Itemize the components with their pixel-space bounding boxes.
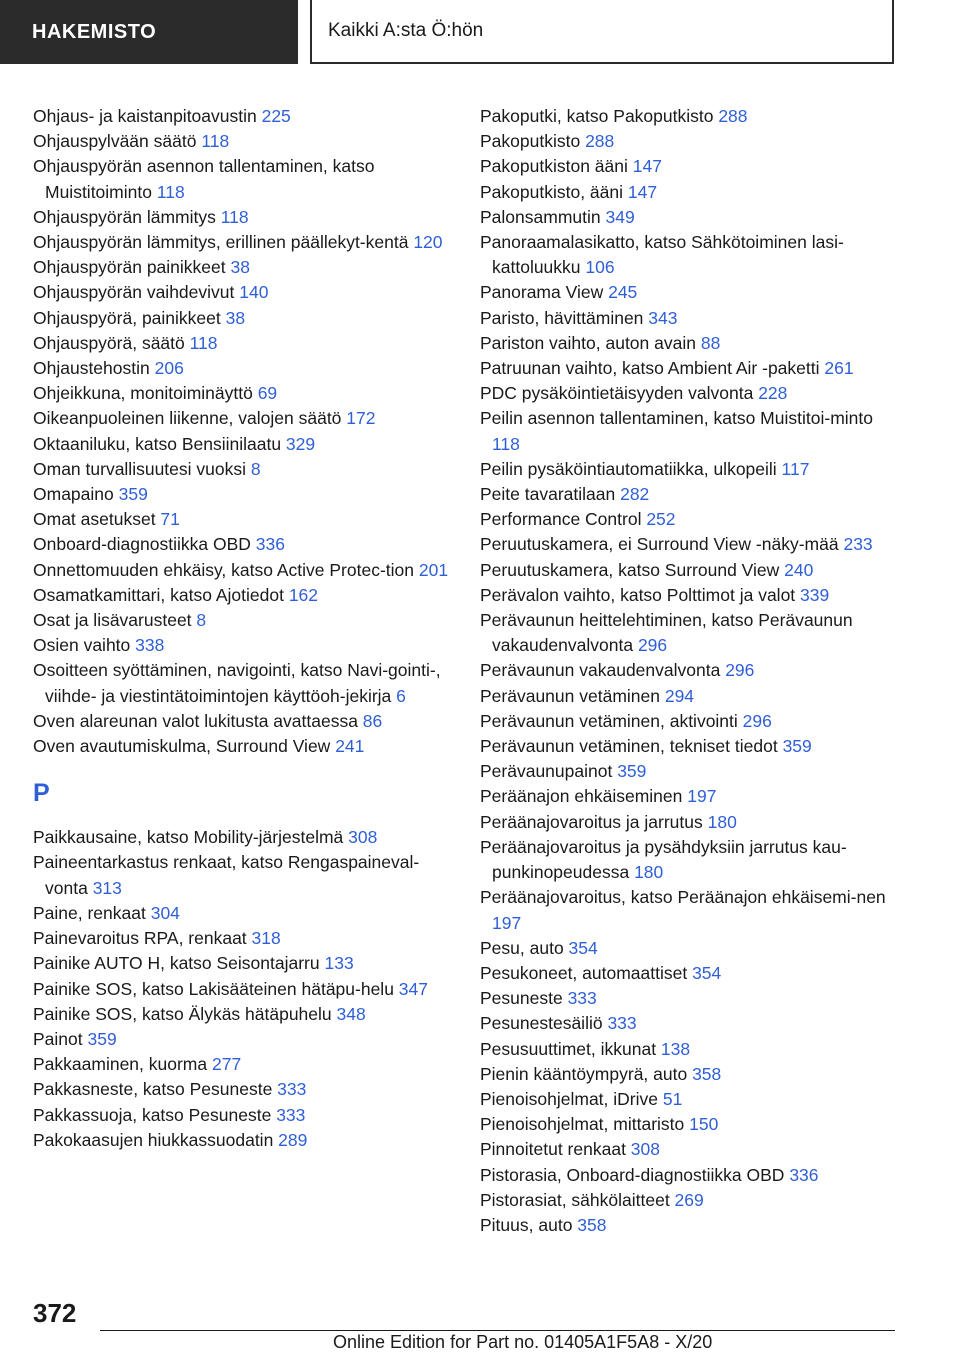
index-column-right (480, 104, 900, 1238)
index-entry-page-link[interactable]: 282 (620, 484, 650, 505)
index-entry-term: Ohjauspyörä, säätö (33, 332, 190, 353)
index-entry-page-link[interactable]: 277 (211, 1054, 242, 1075)
index-entry (33, 709, 453, 734)
index-entry (480, 457, 900, 482)
section-tab-index: HAKEMISTO (0, 0, 298, 64)
index-entry-page-link[interactable]: 288 (718, 106, 748, 126)
index-entry-term: Peruutuskamera, katso Surround View (480, 559, 785, 580)
index-entry-page-link[interactable]: 333 (277, 1079, 307, 1100)
index-entry-page-link[interactable]: 225 (261, 106, 291, 126)
index-entry-term: Palonsammutin (480, 206, 606, 227)
page-header (0, 0, 960, 64)
index-entry-term: Perävaunun heittelehtiminen, katso Perävaunun vakaudenvalvonta (480, 610, 853, 656)
index-entry-term: Performance Control (480, 509, 647, 530)
index-entry-term: Ohjauspyörän painikkeet (33, 257, 231, 278)
index-entry-term: Perävaunun vetäminen, tekniset tiedot (480, 736, 783, 757)
index-entry (480, 1188, 900, 1213)
index-entry (33, 205, 453, 230)
index-entry (480, 507, 900, 532)
index-entry-page-link[interactable]: 308 (348, 827, 378, 848)
index-entry-term: Onnettomuuden ehkäisy, katso Active Protec-tion (33, 559, 419, 580)
index-entry (480, 1163, 900, 1188)
index-entry-term: Perävaunun vetäminen, aktivointi (480, 710, 743, 731)
index-entry-term: Oven avautumiskulma, Surround View (33, 736, 336, 757)
index-entry (480, 532, 900, 557)
index-entry-term: Peilin asennon tallentaminen, katso Muistitoi-minto (480, 408, 873, 429)
index-entry (33, 306, 453, 331)
index-entry (480, 784, 900, 809)
index-entry-term: Ohjauspyörän asennon tallentaminen, katso Muistitoiminto (33, 156, 375, 202)
index-entry (33, 356, 453, 381)
index-entry (33, 532, 453, 557)
index-entry-term: Paikkausaine, katso Mobility-järjestelmä (33, 827, 349, 848)
index-entry (480, 406, 900, 456)
index-entry (33, 1128, 453, 1153)
index-entry-term: Osat ja lisävarusteet (33, 610, 197, 631)
index-entry (33, 901, 453, 926)
index-entry (480, 1037, 900, 1062)
index-entry-page-link[interactable]: 71 (160, 509, 180, 530)
index-entry-page-link[interactable]: 197 (687, 786, 717, 807)
index-entry (480, 1137, 900, 1162)
index-entry-page-link[interactable]: 289 (278, 1129, 308, 1150)
index-entry-term: Paine, renkaat (33, 902, 151, 923)
index-entry-term: Oven alareunan valot lukitusta avattaessa (33, 710, 363, 731)
index-entry (33, 608, 453, 633)
index-entry-page-link[interactable]: 296 (725, 660, 755, 681)
index-entry-term: Perävalon vaihto, katso Polttimot ja valot (480, 584, 801, 605)
index-entry-term: Painevaroitus RPA, renkaat (33, 928, 252, 949)
index-entry-page-link[interactable]: 269 (674, 1189, 704, 1210)
index-entry-term: Pesunestesäiliö (480, 1013, 608, 1034)
index-entry-page-link[interactable]: 38 (225, 307, 246, 328)
index-entry (33, 951, 453, 976)
index-entry-term: Pienin kääntöympyrä, auto (480, 1063, 693, 1084)
footer-divider (100, 1330, 895, 1331)
index-entry (33, 280, 453, 305)
index-entry-term: Pistorasiat, sähkölaitteet (480, 1189, 675, 1210)
index-entry (480, 280, 900, 305)
index-entry (480, 734, 900, 759)
index-entry (33, 154, 453, 204)
index-entry-term: Perävaunupainot (480, 761, 618, 782)
index-entry-page-link[interactable]: 333 (567, 988, 597, 1009)
index-entry-term: Ohjauspyörän lämmitys, erillinen päällekyt-kentä (33, 232, 414, 253)
index-entry-page-link[interactable]: 358 (577, 1214, 607, 1235)
index-entry-term: Pienoisohjelmat, mittaristo (480, 1114, 690, 1135)
index-entry-term: Oktaaniluku, katso Bensiinilaatu (33, 433, 286, 454)
index-entry-term: Pesu, auto (480, 937, 569, 958)
index-entry (33, 926, 453, 951)
index-group-p (33, 825, 453, 1153)
index-entry-term: Pistorasia, Onboard-diagnostiikka OBD (480, 1164, 790, 1185)
index-entry-page-link[interactable]: 206 (154, 358, 184, 379)
index-entry (480, 180, 900, 205)
index-entry-term: Pakkasneste, katso Pesuneste (33, 1079, 278, 1100)
index-entry-page-link[interactable]: 6 (396, 685, 406, 706)
index-entry-term: Pesusuuttimet, ikkunat (480, 1038, 661, 1059)
index-entry-term: Pakokaasujen hiukkassuodatin (33, 1129, 279, 1150)
index-entry (33, 734, 453, 759)
index-entry-page-link[interactable]: 343 (648, 307, 678, 328)
index-entry-term: Paristo, hävittäminen (480, 307, 649, 328)
index-entry (480, 381, 900, 406)
index-entry (33, 331, 453, 356)
index-entry (33, 850, 453, 900)
index-entry-page-link[interactable]: 261 (824, 358, 854, 379)
index-entry-term: Ohjauspyörän vaihdevivut (33, 282, 240, 303)
index-entry-term: Osamatkamittari, katso Ajotiedot (33, 584, 289, 605)
index-entry-page-link[interactable]: 228 (758, 383, 788, 404)
index-entry-term: Pariston vaihto, auton avain (480, 332, 701, 353)
index-entry-page-link[interactable]: 333 (607, 1013, 637, 1034)
index-entry-page-link[interactable]: 339 (800, 584, 830, 605)
index-entry (480, 583, 900, 608)
edition-note: Online Edition for Part no. 01405A1F5A8 - X/20 (333, 1332, 713, 1352)
index-entry (480, 154, 900, 179)
index-entry-page-link[interactable]: 197 (492, 912, 522, 933)
index-entry (480, 759, 900, 784)
index-entry (33, 1002, 453, 1027)
index-entry (480, 1087, 900, 1112)
index-entry (33, 230, 453, 255)
index-entry-page-link[interactable]: 233 (843, 534, 873, 555)
index-entry (480, 684, 900, 709)
index-entry (33, 482, 453, 507)
index-entry-page-link[interactable]: 359 (87, 1028, 117, 1049)
index-entry-term: Painike AUTO H, katso Seisontajarru (33, 953, 325, 974)
index-entry-page-link[interactable]: 329 (285, 433, 316, 454)
index-entry (480, 356, 900, 381)
index-entry-term: Omapaino (33, 484, 119, 505)
index-entry-term: Peräänajon ehkäiseminen (480, 786, 688, 807)
index-entry-term: Peräänajovaroitus, katso Peräänajon ehkäisemi-nen (480, 887, 886, 908)
index-entry-page-link[interactable]: 150 (689, 1114, 719, 1135)
index-entry (480, 1011, 900, 1036)
index-entry (480, 331, 900, 356)
index-entry-term: Perävaunun vetäminen (480, 685, 665, 706)
index-entry-term: Omat asetukset (33, 509, 161, 530)
index-entry-page-link[interactable]: 86 (362, 710, 383, 731)
index-entry-term: Ohjaustehostin (33, 358, 155, 379)
index-entry-term: Peite tavaratilaan (480, 484, 621, 505)
index-entry (33, 104, 453, 129)
index-entry (480, 986, 900, 1011)
index-entry (480, 608, 900, 658)
index-entry (33, 457, 453, 482)
index-entry-page-link[interactable]: 118 (201, 131, 230, 152)
index-entry-page-link[interactable]: 296 (637, 635, 668, 656)
index-entry-page-link[interactable]: 358 (692, 1063, 722, 1084)
index-entry-term: Pesukoneet, automaattiset (480, 962, 693, 983)
index-entry-page-link[interactable]: 348 (336, 1003, 366, 1024)
index-entry-page-link[interactable]: 147 (627, 181, 658, 202)
index-entry-term: Pakkaaminen, kuorma (33, 1054, 212, 1075)
index-entry-term: Osien vaihto (33, 635, 136, 656)
index-entry-term: Painike SOS, katso Älykäs hätäpuhelu (33, 1003, 337, 1024)
index-entry-term: Pienoisohjelmat, iDrive (480, 1088, 663, 1109)
index-entry-page-link[interactable]: 88 (700, 332, 721, 353)
index-entry-term: Peruutuskamera, ei Surround View -näky-mää (480, 534, 844, 555)
index-entry (33, 1077, 453, 1102)
index-entry (33, 658, 453, 708)
index-entry-page-link[interactable]: 313 (92, 877, 122, 898)
index-entry-page-link[interactable]: 294 (664, 685, 695, 706)
index-entry-term: Pakoputkisto, ääni (480, 181, 628, 202)
index-entry (480, 558, 900, 583)
index-entry-page-link[interactable]: 304 (150, 902, 180, 923)
index-entry-term: Pituus, auto (480, 1214, 578, 1235)
index-entry (480, 1213, 900, 1238)
index-entry-page-link[interactable]: 140 (239, 282, 269, 303)
index-entry-term: Patruunan vaihto, katso Ambient Air -paketti (480, 358, 825, 379)
index-entry-term: Panorama View (480, 282, 609, 303)
index-entry-page-link[interactable]: 354 (692, 962, 722, 983)
index-entry-page-link[interactable]: 245 (608, 282, 638, 303)
index-entry (33, 977, 453, 1002)
index-entry-page-link[interactable]: 296 (742, 710, 772, 731)
index-entry (480, 961, 900, 986)
index-entry-term: Ohjeikkuna, monitoiminäyttö (33, 383, 258, 404)
index-entry-term: Oikeanpuoleinen liikenne, valojen säätö (33, 408, 347, 429)
index-entry-page-link[interactable]: 117 (781, 458, 810, 479)
index-entry-term: Painot (33, 1028, 88, 1049)
index-group-o (33, 104, 453, 759)
index-entry (480, 306, 900, 331)
index-entry (33, 558, 453, 583)
index-entry-page-link[interactable]: 147 (632, 156, 662, 177)
index-entry-term: PDC pysäköintietäisyyden valvonta (480, 383, 759, 404)
page-number: 372 (33, 1298, 77, 1328)
index-entry-page-link[interactable]: 333 (276, 1104, 306, 1125)
index-entry-term: Panoraamalasikatto, katso Sähkötoiminen lasi-kattoluukku (480, 232, 844, 278)
index-entry (480, 658, 900, 683)
index-entry (33, 381, 453, 406)
index-entry-term: Painike SOS, katso Lakisääteinen hätäpu-helu (33, 978, 399, 999)
index-entry-term: Peräänajovaroitus ja jarrutus (480, 811, 708, 832)
index-entry (33, 825, 453, 850)
index-entry (480, 1112, 900, 1137)
index-entry (480, 1062, 900, 1087)
index-entry-page-link[interactable]: 240 (784, 559, 814, 580)
index-column-left (33, 104, 453, 1153)
index-entry (480, 205, 900, 230)
index-entry-page-link[interactable]: 51 (662, 1088, 683, 1109)
index-entry-term: Peilin pysäköintiautomatiikka, ulkopeili (480, 458, 782, 479)
index-entry (480, 810, 900, 835)
index-entry (33, 406, 453, 431)
index-entry-page-link[interactable]: 252 (646, 509, 676, 530)
index-entry-page-link[interactable]: 349 (605, 206, 635, 227)
index-entry (480, 104, 900, 129)
index-entry-page-link[interactable]: 38 (230, 257, 250, 278)
index-entry-page-link[interactable]: 138 (660, 1038, 691, 1059)
index-entry-term: Perävaunun vakaudenvalvonta (480, 660, 726, 681)
index-entry-page-link[interactable]: 118 (189, 332, 218, 353)
index-entry-term: Pakoputkiston ääni (480, 156, 633, 177)
index-entry (33, 1052, 453, 1077)
index-entry-page-link[interactable]: 359 (118, 484, 148, 505)
index-entry (33, 633, 453, 658)
index-entry-page-link[interactable]: 106 (585, 257, 615, 278)
index-entry-page-link[interactable]: 118 (156, 181, 185, 202)
index-entry-page-link[interactable]: 347 (398, 978, 428, 999)
index-entry-page-link[interactable]: 69 (257, 383, 278, 404)
index-entry (33, 432, 453, 457)
index-entry (480, 230, 900, 280)
index-entry-page-link[interactable]: 359 (617, 761, 647, 782)
index-entry-page-link[interactable]: 120 (413, 232, 443, 253)
index-entry-page-link[interactable]: 172 (346, 408, 376, 429)
section-letter-p: P (33, 779, 50, 808)
index-entry (33, 129, 453, 154)
index-entry-term: Pakkassuoja, katso Pesuneste (33, 1104, 277, 1125)
index-entry (33, 583, 453, 608)
index-entry-page-link[interactable]: 359 (782, 736, 812, 757)
index-entry-term: Ohjauspyörä, painikkeet (33, 307, 226, 328)
index-entry-page-link[interactable]: 180 (707, 811, 737, 832)
index-entry-term: Pakoputki, katso Pakoputkisto (480, 106, 719, 126)
index-entry-page-link[interactable]: 118 (220, 206, 249, 227)
index-entry-page-link[interactable]: 8 (196, 610, 207, 631)
index-entry-term: Pakoputkisto (480, 131, 586, 152)
index-entry-term: Ohjauspyörän lämmitys (33, 206, 221, 227)
index-entry-page-link[interactable]: 288 (585, 131, 615, 152)
index-entry (33, 255, 453, 280)
index-entry (33, 1103, 453, 1128)
index-entry (33, 507, 453, 532)
index-entry-term: Pinnoitetut renkaat (480, 1139, 631, 1160)
index-entry-page-link[interactable]: 201 (418, 559, 449, 580)
index-entry (480, 936, 900, 961)
index-entry-page-link[interactable]: 338 (135, 635, 165, 656)
index-entry-page-link[interactable]: 118 (492, 433, 520, 454)
index-entry-term: Osoitteen syöttäminen, navigointi, katso Navi-gointi-, viihde- ja viestintätoimintojen käyttöoh-jekirja (33, 660, 441, 706)
index-group-p-continued (480, 104, 900, 1238)
index-entry (480, 835, 900, 885)
index-entry (480, 709, 900, 734)
index-entry-page-link[interactable]: 318 (251, 928, 281, 949)
index-entry-page-link[interactable]: 308 (630, 1139, 660, 1160)
index-entry-page-link[interactable]: 180 (634, 862, 664, 883)
index-entry-page-link[interactable]: 162 (288, 584, 319, 605)
index-entry-page-link[interactable]: 133 (324, 953, 354, 974)
index-entry-term: Peräänajovaroitus ja pysähdyksiin jarrutus kau-punkinopeudessa (480, 836, 847, 883)
index-entry-term: Oman turvallisuutesi vuoksi (33, 458, 251, 479)
header-title: Kaikki A:sta Ö:hön (310, 0, 894, 64)
index-entry-term: Paineentarkastus renkaat, katso Rengaspaineval-vonta (33, 852, 420, 898)
index-entry-page-link[interactable]: 336 (255, 534, 285, 555)
index-entry-term: Pesuneste (480, 988, 568, 1009)
index-entry-page-link[interactable]: 354 (568, 937, 598, 958)
index-entry-page-link[interactable]: 8 (250, 458, 261, 479)
index-entry-term: Onboard-diagnostiikka OBD (33, 534, 256, 555)
index-entry-term: Ohjauspylvään säätö (33, 131, 202, 152)
index-entry (480, 482, 900, 507)
index-entry-term: Ohjaus- ja kaistanpitoavustin (33, 106, 262, 126)
index-entry (480, 885, 900, 935)
index-entry (480, 129, 900, 154)
index-entry (33, 1027, 453, 1052)
index-entry-page-link[interactable]: 241 (335, 736, 365, 757)
index-entry-page-link[interactable]: 336 (789, 1164, 819, 1185)
